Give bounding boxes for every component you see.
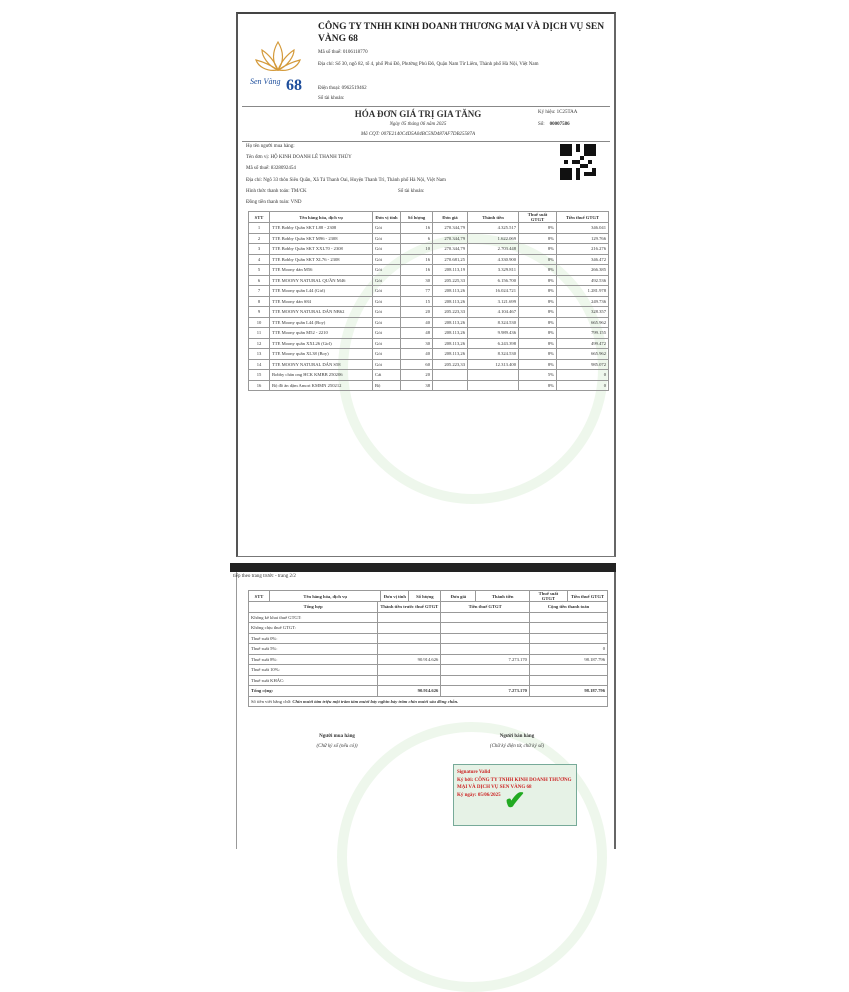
svg-text:68: 68 bbox=[286, 77, 302, 94]
invoice-cqt-code: Mã CQT: 007E2140C4D5A04BC59D487AF7DB25587A bbox=[360, 132, 476, 137]
page-separator bbox=[230, 563, 616, 572]
col-header: Đơn giá bbox=[433, 212, 468, 223]
table-cell: TTE MOONY NATURAL QUẦN M46 bbox=[270, 275, 373, 286]
table-cell: 30 bbox=[401, 338, 433, 349]
table-cell: 8% bbox=[519, 338, 557, 349]
table-cell: 266.385 bbox=[557, 265, 609, 276]
amount-in-words: Chín mươi tám triệu một trăm tám mươi bảy nghìn bảy trăm chín mươi sáu đồng chẵn. bbox=[292, 698, 459, 704]
words-row bbox=[249, 696, 608, 707]
table-cell: 8% bbox=[519, 275, 557, 286]
table-cell: TTE Moony quần M52 - 2210 bbox=[270, 328, 373, 339]
summary-cell bbox=[441, 623, 530, 634]
summary-cell: Không kê khai thuế GTGT: bbox=[249, 612, 378, 623]
continued-note: tiếp theo trang trước - trang 2/2 bbox=[233, 574, 296, 579]
col-header: Đơn vị tính bbox=[373, 212, 401, 223]
table-cell: Gói bbox=[373, 223, 401, 234]
table-cell: TTE Moony dán S84 bbox=[270, 296, 373, 307]
table-cell: 9.989.436 bbox=[468, 328, 519, 339]
table-cell: 12 bbox=[249, 338, 270, 349]
summary-cell: 98.187.796 bbox=[529, 654, 607, 665]
buyer-account: Số tài khoản: bbox=[398, 189, 425, 194]
table-cell: 40 bbox=[401, 317, 433, 328]
table-cell: 16 bbox=[249, 380, 270, 391]
table-cell: 6 bbox=[401, 233, 433, 244]
table-cell: 208.113,26 bbox=[433, 296, 468, 307]
summary-row bbox=[249, 675, 608, 686]
summary-cell: 0 bbox=[529, 644, 607, 655]
invoice-number: 00007586 bbox=[549, 122, 570, 127]
table-cell: TTE Moony dán M56 bbox=[270, 265, 373, 276]
summary-row bbox=[249, 665, 608, 676]
table-row bbox=[249, 338, 609, 349]
table-cell: 8% bbox=[519, 359, 557, 370]
summary-row bbox=[249, 602, 608, 613]
table-cell: 205.225,33 bbox=[433, 275, 468, 286]
summary-cell: 7.273.170 bbox=[441, 654, 530, 665]
table-cell: 3.121.699 bbox=[468, 296, 519, 307]
summary-cell bbox=[529, 665, 607, 676]
table-row bbox=[249, 317, 609, 328]
invoice-title: HÓA ĐƠN GIÁ TRỊ GIA TĂNG bbox=[354, 109, 482, 119]
items-table bbox=[248, 211, 609, 391]
buyer-sign-title: Người mua hàng bbox=[319, 734, 355, 739]
table-cell: 4.330.900 bbox=[468, 254, 519, 265]
table-row bbox=[249, 380, 609, 391]
table-cell: 48 bbox=[401, 328, 433, 339]
invoice-page-2 bbox=[233, 572, 616, 849]
table-cell: 208.113,26 bbox=[433, 349, 468, 360]
col-header: Số lượng bbox=[401, 212, 433, 223]
seller-sign-title: Người bán hàng bbox=[499, 734, 535, 739]
table-cell: 8% bbox=[519, 265, 557, 276]
table-cell: 16 bbox=[401, 254, 433, 265]
table-cell: 499.472 bbox=[557, 338, 609, 349]
table-cell: TTE MOONY NATURAL DÁN S58 bbox=[270, 359, 373, 370]
seller-address: Địa chỉ: Số 30, ngõ 82, tổ 4, phố Phú Đô, Phường Phú Đô, Quận Nam Từ Liêm, Thành phố Hà Nội, Việt Nam bbox=[318, 62, 539, 67]
summary-row bbox=[249, 623, 608, 634]
table-cell: 8% bbox=[519, 254, 557, 265]
summary-cell: 90.914.626 bbox=[378, 654, 441, 665]
col-header: Tiền thuế GTGT bbox=[557, 212, 609, 223]
summary-cell bbox=[529, 633, 607, 644]
seller-account: Số tài khoản: bbox=[318, 96, 345, 101]
company-logo bbox=[248, 34, 308, 94]
invoice-symbol: 1C25TAA bbox=[556, 110, 578, 115]
number-label: Số: bbox=[538, 122, 545, 127]
watermark bbox=[337, 722, 607, 992]
seller-sign-note: (Chữ ký điện tử, chữ ký số) bbox=[489, 744, 545, 749]
table-cell: 38 bbox=[401, 380, 433, 391]
table-row bbox=[249, 286, 609, 297]
table-cell: 2 bbox=[249, 233, 270, 244]
signature-valid: Signature Valid bbox=[457, 770, 491, 775]
col-header: Thành tiền bbox=[468, 212, 519, 223]
table-cell: Bộ bbox=[373, 380, 401, 391]
table-cell: Gói bbox=[373, 349, 401, 360]
col-header: Đơn vị tính bbox=[381, 591, 409, 602]
summary-cell bbox=[529, 623, 607, 634]
table-cell: 665.962 bbox=[557, 349, 609, 360]
summary-cell bbox=[378, 623, 441, 634]
table-cell: 1.622.069 bbox=[468, 233, 519, 244]
table-cell: 270.344,79 bbox=[433, 223, 468, 234]
qr-code bbox=[560, 144, 596, 180]
table-cell bbox=[468, 370, 519, 381]
table-cell: 12.313.400 bbox=[468, 359, 519, 370]
table-cell: TTE Moony quần XL38 (Boy) bbox=[270, 349, 373, 360]
table-cell: Gói bbox=[373, 328, 401, 339]
table-cell: Bobby chăn ong HCK KMBB 250206 bbox=[270, 370, 373, 381]
table-cell: Gói bbox=[373, 296, 401, 307]
table-cell: 16 bbox=[401, 265, 433, 276]
table-cell: Gói bbox=[373, 265, 401, 276]
col-header: Tiền thuế GTGT bbox=[567, 591, 607, 602]
table-cell: 6 bbox=[249, 275, 270, 286]
table-cell: 346.472 bbox=[557, 254, 609, 265]
summary-row bbox=[249, 654, 608, 665]
table-cell: Gói bbox=[373, 338, 401, 349]
seller-phone: Điện thoại: 0962519462 bbox=[318, 86, 367, 91]
table-cell: 8% bbox=[519, 286, 557, 297]
summary-cell bbox=[441, 675, 530, 686]
table-cell: 14 bbox=[249, 359, 270, 370]
col-header: STT bbox=[249, 591, 270, 602]
table-cell: 30 bbox=[401, 275, 433, 286]
table-cell: 77 bbox=[401, 286, 433, 297]
table-cell bbox=[468, 380, 519, 391]
table-cell: TTE Moony quần L44 (Boy) bbox=[270, 317, 373, 328]
table-cell: 129.766 bbox=[557, 233, 609, 244]
table-row bbox=[249, 370, 609, 381]
summary-cell: Tổng hợp bbox=[249, 602, 378, 613]
summary-cell: Thuế suất 0%: bbox=[249, 633, 378, 644]
table-cell: 8% bbox=[519, 328, 557, 339]
table-cell: 665.962 bbox=[557, 317, 609, 328]
summary-cell bbox=[441, 633, 530, 644]
table-cell: TTE Bobby Quần SKT XL76 - 2308 bbox=[270, 254, 373, 265]
col-header: Đơn giá bbox=[441, 591, 476, 602]
table-cell: 8% bbox=[519, 380, 557, 391]
table-cell: 8.324.530 bbox=[468, 317, 519, 328]
table-cell: 270.681,25 bbox=[433, 254, 468, 265]
table-row bbox=[249, 307, 609, 318]
table-cell: 1 bbox=[249, 223, 270, 234]
table-cell: 985.072 bbox=[557, 359, 609, 370]
invoice-page-1 bbox=[236, 12, 616, 557]
table-cell: 8.324.530 bbox=[468, 349, 519, 360]
buyer-sign-note: (Chữ ký số (nếu có)) bbox=[316, 744, 358, 749]
table-row bbox=[249, 233, 609, 244]
summary-cell: 98.187.796 bbox=[529, 686, 607, 697]
table-cell: 7 bbox=[249, 286, 270, 297]
summary-cell: 90.914.626 bbox=[378, 686, 441, 697]
table-cell: 5% bbox=[519, 370, 557, 381]
table-cell: Bộ đồ ăn dặm Amori KMMN 250212 bbox=[270, 380, 373, 391]
divider bbox=[242, 106, 610, 107]
table-cell: TTE Bobby Quần SKT L88 - 2308 bbox=[270, 223, 373, 234]
seller-company-name: CÔNG TY TNHH KINH DOANH THƯƠNG MẠI VÀ DỊCH VỤ SEN VÀNG 68 bbox=[318, 22, 605, 44]
table-cell: Gói bbox=[373, 244, 401, 255]
signed-date: Ký ngày: 05/06/2025 bbox=[457, 792, 501, 798]
table-row bbox=[249, 244, 609, 255]
table-cell: 8% bbox=[519, 317, 557, 328]
summary-cell: Không chịu thuế GTGT: bbox=[249, 623, 378, 634]
table-cell: 8% bbox=[519, 244, 557, 255]
table-cell: 346.041 bbox=[557, 223, 609, 234]
summary-cell: Thuế suất 5%: bbox=[249, 644, 378, 655]
table-cell: 328.357 bbox=[557, 307, 609, 318]
table-row bbox=[249, 254, 609, 265]
summary-cell bbox=[441, 665, 530, 676]
svg-text:Sen Vàng: Sen Vàng bbox=[250, 77, 281, 86]
table-cell: 0 bbox=[557, 380, 609, 391]
table-cell: 20 bbox=[401, 307, 433, 318]
table-cell: 249.736 bbox=[557, 296, 609, 307]
table-cell: 8 bbox=[249, 296, 270, 307]
summary-cell bbox=[529, 612, 607, 623]
table-cell: 208.113,26 bbox=[433, 286, 468, 297]
summary-row bbox=[249, 612, 608, 623]
col-header: Tên hàng hóa, dịch vụ bbox=[270, 591, 381, 602]
table-cell: 6.156.700 bbox=[468, 275, 519, 286]
table-cell: 208.113,26 bbox=[433, 338, 468, 349]
table-cell: 20 bbox=[401, 370, 433, 381]
table-cell: 799.155 bbox=[557, 328, 609, 339]
table-cell: 205.223,33 bbox=[433, 359, 468, 370]
table-cell: 5 bbox=[249, 265, 270, 276]
summary-cell: Thuế suất KHÁC: bbox=[249, 675, 378, 686]
summary-cell: Tiền thuế GTGT bbox=[441, 602, 530, 613]
table-cell: TTE Moony quần XXL26 (Girl) bbox=[270, 338, 373, 349]
table-cell: 40 bbox=[401, 349, 433, 360]
currency: Đồng tiền thanh toán: VND bbox=[246, 200, 302, 205]
table-cell: Gói bbox=[373, 307, 401, 318]
summary-cell bbox=[378, 644, 441, 655]
summary-cell: Cộng tiền thanh toán bbox=[529, 602, 607, 613]
table-cell: 6.243.398 bbox=[468, 338, 519, 349]
table-cell: Gói bbox=[373, 317, 401, 328]
table-cell: 1.281.978 bbox=[557, 286, 609, 297]
digital-signature[interactable] bbox=[453, 764, 577, 826]
table-cell bbox=[433, 380, 468, 391]
table-cell: 3.329.811 bbox=[468, 265, 519, 276]
table-cell: 208.113,26 bbox=[433, 317, 468, 328]
table-row bbox=[249, 359, 609, 370]
table-row bbox=[249, 296, 609, 307]
table-cell: Gói bbox=[373, 286, 401, 297]
table-cell: 8% bbox=[519, 233, 557, 244]
table-cell: 13 bbox=[249, 349, 270, 360]
seller-tax-code: Mã số thuế: 0106118770 bbox=[318, 50, 368, 55]
divider bbox=[242, 141, 610, 142]
buyer-name: Họ tên người mua hàng: bbox=[246, 144, 295, 149]
signed-by: Ký bởi: CÔNG TY TNHH KINH DOANH THƯƠNG MẠI VÀ DỊCH VỤ SEN VÀNG 68 bbox=[457, 777, 572, 790]
table-cell: TTE MOONY NATURAL DÁN NB62 bbox=[270, 307, 373, 318]
buyer-tax-code: Mã số thuế: 8328092454 bbox=[246, 166, 296, 171]
table-cell: 4.104.467 bbox=[468, 307, 519, 318]
col-header: Tên hàng hóa, dịch vụ bbox=[270, 212, 373, 223]
summary-cell: Thuế suất 8%: bbox=[249, 654, 378, 665]
buyer-address: Địa chỉ: Ngõ 33 thôn Siêu Quần, Xã Tả Thanh Oai, Huyện Thanh Trì, Thành phố Hà Nội, Việt Nam bbox=[246, 178, 446, 183]
summary-cell bbox=[441, 612, 530, 623]
table-row bbox=[249, 328, 609, 339]
table-cell: 16 bbox=[401, 223, 433, 234]
col-header: STT bbox=[249, 212, 270, 223]
check-icon: ✔ bbox=[504, 786, 526, 815]
summary-cell: Thành tiền trước thuế GTGT bbox=[378, 602, 441, 613]
table-cell: Cái bbox=[373, 370, 401, 381]
invoice-date: Ngày 05 tháng 06 năm 2025 bbox=[389, 122, 447, 127]
summary-row bbox=[249, 686, 608, 697]
table-cell: 205.223,33 bbox=[433, 307, 468, 318]
summary-cell bbox=[529, 675, 607, 686]
table-row bbox=[249, 275, 609, 286]
col-header: Thuế suất GTGT bbox=[529, 591, 567, 602]
table-cell: 10 bbox=[401, 244, 433, 255]
table-cell: 0 bbox=[557, 370, 609, 381]
summary-row bbox=[249, 644, 608, 655]
table-cell: 492.536 bbox=[557, 275, 609, 286]
col-header: Thuế suất GTGT bbox=[519, 212, 557, 223]
table-cell: 270.344,79 bbox=[433, 233, 468, 244]
table-row bbox=[249, 223, 609, 234]
table-cell: 3 bbox=[249, 244, 270, 255]
table-cell: 8% bbox=[519, 307, 557, 318]
table-row bbox=[249, 349, 609, 360]
table-cell: 208.113,19 bbox=[433, 265, 468, 276]
table-cell: 4.325.517 bbox=[468, 223, 519, 234]
table-cell: 16.024.721 bbox=[468, 286, 519, 297]
amount-in-words-label: Số tiền viết bằng chữ: bbox=[251, 698, 292, 704]
table-cell: 2.703.448 bbox=[468, 244, 519, 255]
table-cell: 8% bbox=[519, 223, 557, 234]
table-cell: TTE Bobby Quần SKT XXL70 - 2308 bbox=[270, 244, 373, 255]
summary-cell bbox=[378, 665, 441, 676]
table-row bbox=[249, 265, 609, 276]
table-cell: 11 bbox=[249, 328, 270, 339]
table-cell: 9 bbox=[249, 307, 270, 318]
table-cell: Gói bbox=[373, 233, 401, 244]
table-cell: 8% bbox=[519, 349, 557, 360]
summary-row bbox=[249, 633, 608, 644]
table-cell: 216.276 bbox=[557, 244, 609, 255]
col-header: Thành tiền bbox=[476, 591, 530, 602]
summary-cell bbox=[378, 675, 441, 686]
table-cell: Gói bbox=[373, 275, 401, 286]
symbol-label: Ký hiệu: bbox=[538, 110, 556, 115]
buyer-unit: Tên đơn vị: HỘ KINH DOANH LÊ THANH THỦY bbox=[246, 155, 352, 160]
table-cell: 10 bbox=[249, 317, 270, 328]
summary-cell bbox=[441, 644, 530, 655]
table-cell: Gói bbox=[373, 359, 401, 370]
summary-cell: Thuế suất 10%: bbox=[249, 665, 378, 676]
table-cell: TTE Bobby Quần SKT M96 - 2308 bbox=[270, 233, 373, 244]
table-cell: 4 bbox=[249, 254, 270, 265]
col-header: Số lượng bbox=[409, 591, 441, 602]
table-cell: 208.113,26 bbox=[433, 328, 468, 339]
payment-method: Hình thức thanh toán: TM/CK bbox=[246, 189, 307, 194]
table-cell bbox=[433, 370, 468, 381]
table-cell: TTE Moony quần L44 (Girl) bbox=[270, 286, 373, 297]
table-cell: Gói bbox=[373, 254, 401, 265]
table-cell: 270.344,79 bbox=[433, 244, 468, 255]
summary-cell: Tổng cộng: bbox=[249, 686, 378, 697]
summary-cell: 7.273.170 bbox=[441, 686, 530, 697]
summary-cell bbox=[378, 633, 441, 644]
table-cell: 15 bbox=[401, 296, 433, 307]
table-cell: 8% bbox=[519, 296, 557, 307]
table-cell: 15 bbox=[249, 370, 270, 381]
table-cell: 60 bbox=[401, 359, 433, 370]
summary-table bbox=[248, 590, 608, 707]
summary-cell bbox=[378, 612, 441, 623]
